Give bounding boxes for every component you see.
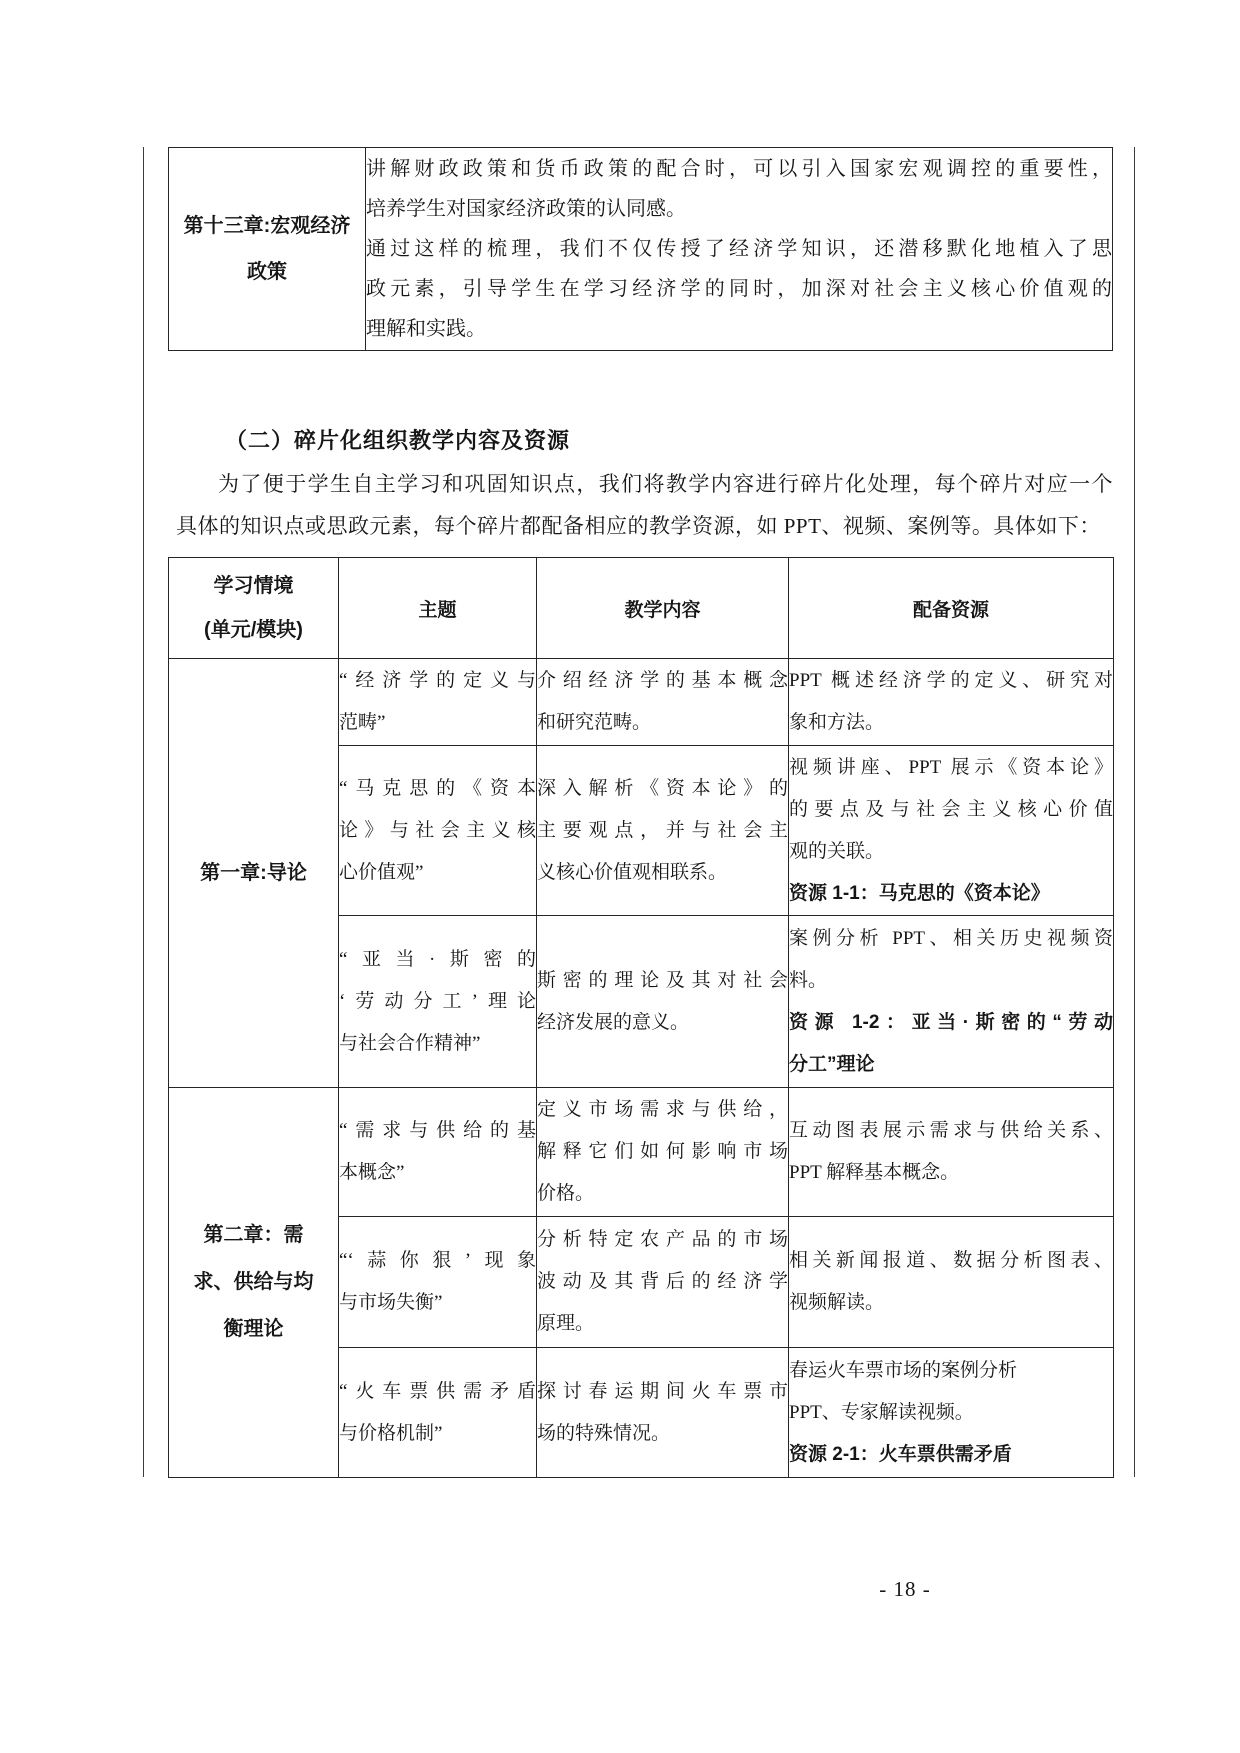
resource-line: 象和方法。 [789, 712, 885, 733]
prev-chapter-label-line: 第十三章:宏观经济 [183, 215, 351, 237]
resource-cell [789, 1088, 1114, 1217]
content-line: 经济发展的意义。 [537, 1011, 690, 1033]
resource-line: 视频讲座、PPT 展示《资本论》 [789, 756, 1113, 778]
content-line: 探讨春运期间火车票市 [537, 1380, 788, 1402]
prev-chapter-text-cell [366, 148, 1113, 351]
table-row [169, 1088, 1114, 1217]
resource-cell [789, 1348, 1114, 1478]
topic-line: “‘蒜你狠’现象 [339, 1250, 536, 1271]
topic-line: ‘劳动分工’理论 [339, 990, 536, 1012]
content-line: 场的特殊情况。 [537, 1422, 671, 1444]
content-line: 深入解析《资本论》的 [537, 777, 788, 799]
content-cell [537, 659, 789, 746]
resource-emphasis-line: 分工”理论 [789, 1053, 875, 1075]
topic-line: 与市场失衡” [339, 1292, 443, 1313]
content-cell [537, 746, 789, 916]
prev-text-line: 通过这样的梳理，我们不仅传授了经济学知识，还潜移默化地植入了思 [366, 238, 1112, 260]
content-cell [537, 1088, 789, 1217]
topic-line: 论》与社会主义核 [339, 819, 536, 841]
resource-cell [789, 916, 1114, 1088]
content-line: 义核心价值观相联系。 [537, 861, 728, 883]
content-line: 定义市场需求与供给， [537, 1099, 788, 1120]
content-line: 原理。 [537, 1313, 595, 1334]
topic-cell [339, 1217, 537, 1348]
resource-line: 互动图表展示需求与供给关系、 [789, 1120, 1113, 1141]
resource-emphasis-line: 资源 1-2：亚当·斯密的“劳动 [789, 1011, 1113, 1033]
resource-emphasis-line: 资源 1-1：马克思的《资本论》 [789, 882, 1050, 904]
content-cell [537, 1348, 789, 1478]
topic-cell [339, 1348, 537, 1478]
chapter-1-cell [169, 659, 339, 1088]
topic-line: 本概念” [339, 1162, 405, 1183]
topic-line: 与社会合作精神” [339, 1032, 481, 1054]
content-table [168, 557, 1114, 1478]
chapter-2-cell [169, 1088, 339, 1478]
prev-text-line: 理解和实践。 [366, 318, 486, 340]
content-line: 斯密的理论及其对社会 [537, 969, 788, 991]
content-line: 波动及其背后的经济学 [537, 1271, 788, 1292]
resource-line: 相关新闻报道、数据分析图表、 [789, 1250, 1113, 1271]
resource-line: 观的关联。 [789, 840, 885, 862]
header-content-cell: 教学内容 [537, 558, 789, 659]
resource-line: 春运火车票市场的案例分析 [789, 1359, 1018, 1381]
page-number: - 18 - [879, 1577, 931, 1601]
topic-line: “火车票供需矛盾 [339, 1380, 536, 1402]
header-topic-cell: 主题 [339, 558, 537, 659]
prev-chapter-label-line: 政策 [247, 261, 287, 283]
resource-line: PPT 解释基本概念。 [789, 1162, 960, 1183]
resource-line: 视频解读。 [789, 1292, 885, 1313]
resource-line: PPT、专家解读视频。 [789, 1401, 974, 1423]
resource-line: PPT 概述经济学的定义、研究对 [789, 670, 1113, 691]
prev-text-line: 培养学生对国家经济政策的认同感。 [366, 198, 686, 220]
content-line: 主要观点，并与社会主 [537, 819, 788, 841]
topic-line: “亚当·斯密的 [339, 948, 536, 970]
resource-cell [789, 1217, 1114, 1348]
topic-cell [339, 1088, 537, 1217]
prev-chapter-label-cell [169, 148, 366, 351]
table-header-row [169, 558, 1114, 659]
resource-emphasis-line: 资源 2-1：火车票供需矛盾 [789, 1443, 1012, 1465]
content-line: 和研究范畴。 [537, 712, 652, 733]
table-row [169, 148, 1113, 351]
content-line: 解释它们如何影响市场 [537, 1141, 788, 1162]
resource-line: 料。 [789, 969, 828, 991]
chapter-label-line: 第二章：需 [203, 1224, 304, 1246]
topic-line: “需求与供给的基 [339, 1120, 536, 1141]
prev-text-line: 讲解财政政策和货币政策的配合时，可以引入国家宏观调控的重要性， [366, 158, 1112, 180]
content-line: 价格。 [537, 1183, 595, 1204]
topic-line: 范畴” [339, 712, 386, 733]
prev-chapter-table [168, 147, 1113, 351]
topic-line: 心价值观” [339, 861, 424, 883]
resource-line: 的要点及与社会主义核心价值 [789, 798, 1113, 820]
content-line: 分析特定农产品的市场 [537, 1229, 788, 1250]
prev-text-line: 政元素，引导学生在学习经济学的同时，加深对社会主义核心价值观的 [366, 278, 1112, 300]
paragraph-line: 为了便于学生自主学习和巩固知识点，我们将教学内容进行碎片化处理，每个碎片对应一个 [218, 472, 1113, 496]
topic-line: 与价格机制” [339, 1422, 443, 1444]
content-cell [537, 916, 789, 1088]
chapter-label-line: 第一章:导论 [200, 861, 307, 884]
section-heading: （二）碎片化组织教学内容及资源 [225, 428, 571, 453]
topic-line: “马克思的《资本 [339, 777, 536, 799]
content-line: 介绍经济学的基本概念 [537, 670, 788, 691]
topic-cell [339, 916, 537, 1088]
resource-cell [789, 659, 1114, 746]
topic-cell [339, 659, 537, 746]
header-context-cell [169, 558, 339, 659]
chapter-label-line: 衡理论 [223, 1318, 284, 1340]
table-row [169, 659, 1114, 746]
resource-line: 案例分析 PPT、相关历史视频资 [789, 927, 1113, 949]
chapter-label-line: 求、供给与均 [193, 1271, 314, 1293]
content-cell [537, 1217, 789, 1348]
header-resources-cell: 配备资源 [789, 558, 1114, 659]
header-context-line: (单元/模块) [204, 619, 303, 641]
resource-cell [789, 746, 1114, 916]
topic-cell [339, 746, 537, 916]
paragraph-line: 具体的知识点或思政元素，每个碎片都配备相应的教学资源，如 PPT、视频、案例等。具体如下： [176, 514, 1101, 538]
topic-line: “经济学的定义与 [339, 670, 536, 691]
header-context-line: 学习情境 [213, 575, 294, 597]
